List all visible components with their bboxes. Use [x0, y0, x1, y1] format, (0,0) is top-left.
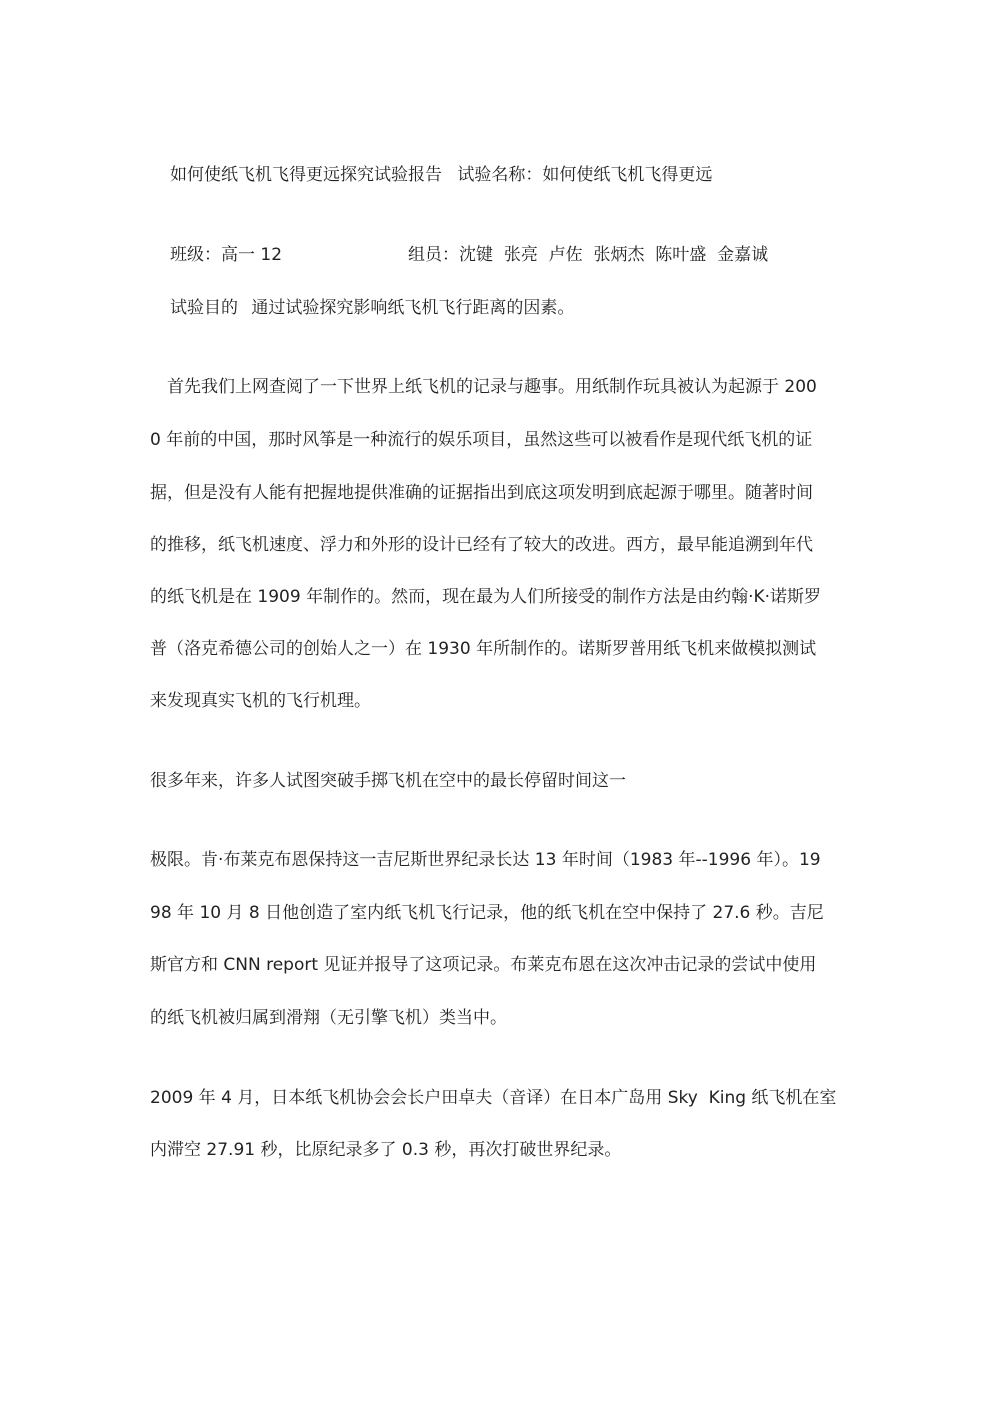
- report-title-line: [170, 163, 712, 187]
- paragraph1-line: 的纸飞机是在 1909 年制作的。然而，现在最为人们所接受的制作方法是由约翰·K·诺斯罗: [150, 587, 822, 607]
- purpose-text: 通过试验探究影响纸飞机飞行距离的因素。: [251, 298, 575, 318]
- report-title: 如何使纸飞机飞得更远探究试验报告: [170, 165, 442, 185]
- paragraph2-line: 斯官方和 CNN report 见证并报导了这项记录。布莱克布恩在这次冲击记录的尝试中使用: [150, 955, 817, 975]
- purpose-line: [170, 296, 574, 320]
- paragraph1-line: 的推移，纸飞机速度、浮力和外形的设计已经有了较大的改进。西方，最早能追溯到年代: [150, 535, 813, 555]
- paragraph2-line: 极限。肯·布莱克布恩保持这一吉尼斯世界纪录长达 13 年时间（1983 年--1996 年）。19: [150, 850, 821, 870]
- paragraph1-line: 来发现真实飞机的飞行机理。: [150, 691, 371, 711]
- purpose-label: 试验目的: [170, 298, 238, 318]
- info-line: [170, 243, 768, 267]
- class-label: 班级：: [170, 245, 221, 265]
- paragraph2-line: 98 年 10 月 8 日他创造了室内纸飞机飞行记录，他的纸飞机在空中保持了 27.6 秒。吉尼: [150, 903, 824, 923]
- class-value: 高一 12: [221, 245, 283, 265]
- paragraph1-line: 0 年前的中国，那时风筝是一种流行的娱乐项目，虽然这些可以被看作是现代纸飞机的证: [150, 430, 813, 450]
- paragraph2-intro: 很多年来，许多人试图突破手掷飞机在空中的最长停留时间这一: [150, 771, 626, 791]
- experiment-name: 如何使纸飞机飞得更远: [542, 165, 713, 185]
- members-list: 沈键 张亮 卢佐 张炳杰 陈叶盛 金嘉诚: [459, 245, 769, 265]
- members-label: 组员：: [408, 245, 460, 265]
- paragraph1-line: 普（洛克希德公司的创始人之一）在 1930 年所制作的。诺斯罗普用纸飞机来做模拟测试: [150, 639, 817, 659]
- paragraph1-line: 首先我们上网查阅了一下世界上纸飞机的记录与趣事。用纸制作玩具被认为起源于 200: [167, 377, 817, 397]
- paragraph3-line: 2009 年 4 月，日本纸飞机协会会长户田卓夫（音译）在日本广岛用 Sky King 纸飞机在室: [150, 1088, 837, 1108]
- paragraph2-line: 的纸飞机被归属到滑翔（无引擎飞机）类当中。: [150, 1008, 507, 1028]
- experiment-name-label: 试验名称：: [457, 165, 543, 185]
- paragraph3-line: 内滞空 27.91 秒，比原纪录多了 0.3 秒，再次打破世界纪录。: [150, 1140, 622, 1160]
- paragraph1-line: 据，但是没有人能有把握地提供准确的证据指出到底这项发明到底起源于哪里。随著时间: [150, 483, 813, 503]
